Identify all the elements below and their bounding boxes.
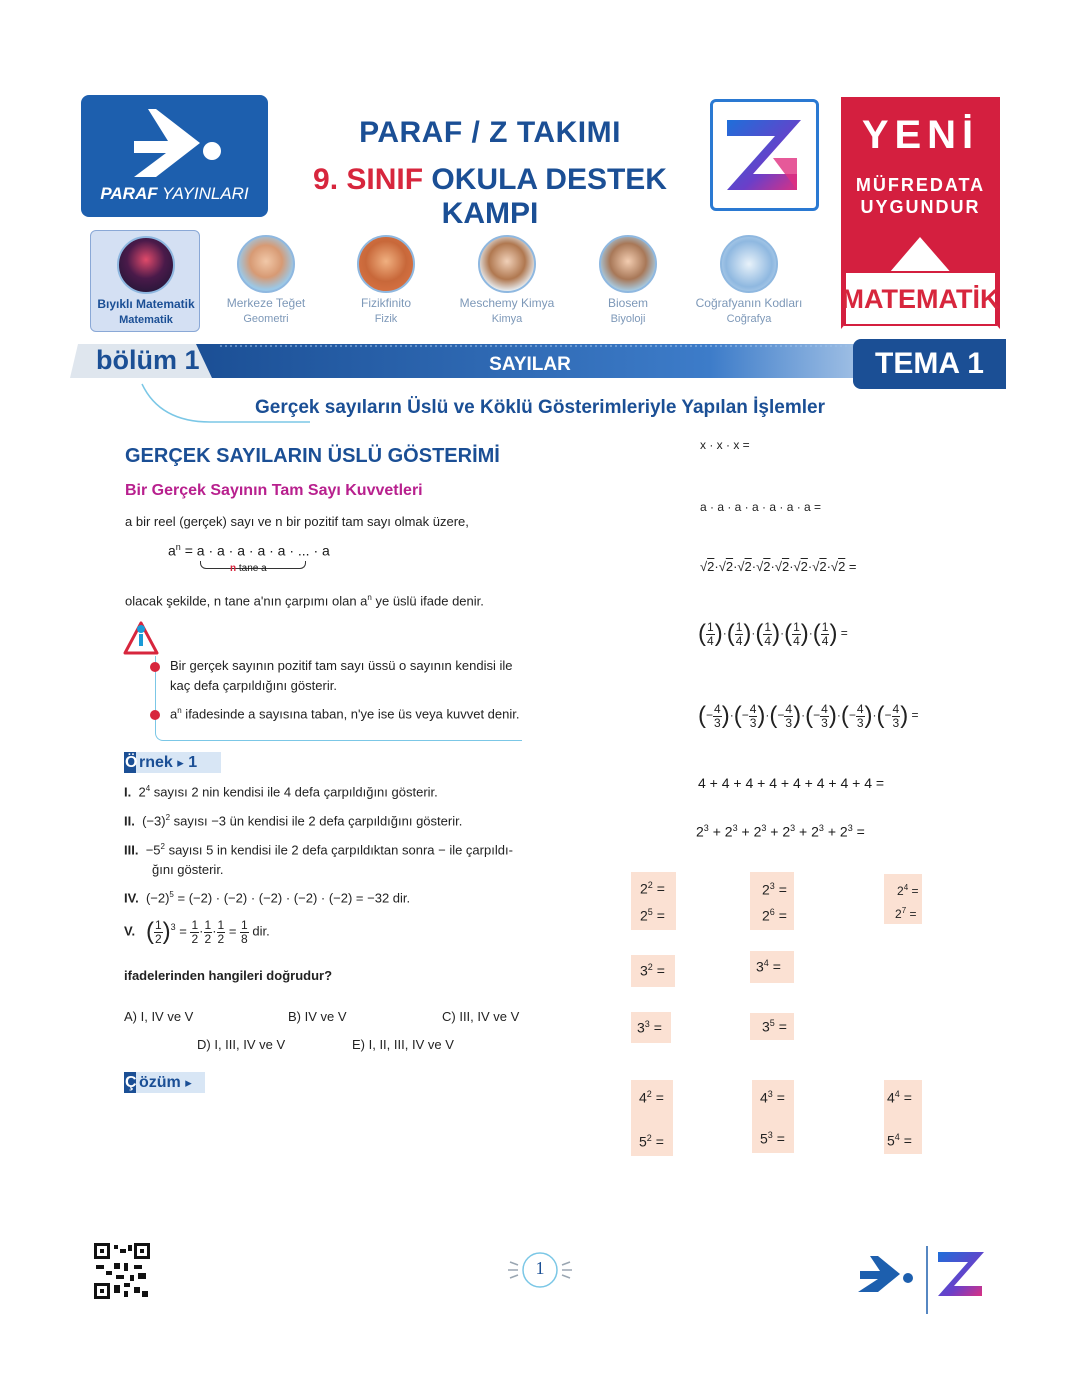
option-b[interactable]: B) IV ve V [288, 1009, 347, 1024]
avatar [478, 235, 536, 293]
teacher-subject: Geometri [243, 313, 289, 325]
logo-text: PARAF YAYINLARI [100, 184, 249, 203]
paraf-logo [81, 95, 268, 217]
teacher-name: Coğrafyanın Kodları [695, 296, 803, 310]
example-label: Ö rnek ▸ 1 [124, 752, 221, 773]
teacher-name: Merkeze Teğet [226, 296, 306, 310]
intro-text: a bir reel (gerçek) sayı ve n bir pozitif tam sayı olmak üzere, [125, 514, 469, 529]
teacher-subject: Biyoloji [610, 313, 646, 325]
z-letter-icon [713, 102, 816, 208]
warning-bullet-2: $a^n$ ifadesinde a sayısına taban, n'ye ise üs veya kuvvet denir. [150, 706, 530, 721]
teacher-subject: Fizik [374, 313, 398, 325]
section-title: SAYILAR [489, 354, 571, 375]
teacher-name: Biosem [607, 296, 648, 310]
teacher-merkeze-teget[interactable] [211, 230, 321, 332]
option-a[interactable]: A) I, IV ve V [124, 1009, 194, 1024]
power-cell-4: $4^2$ = $5^2$ = [631, 1080, 673, 1156]
expr-sum-powers: $2^3 + 2^3 + 2^3 + 2^3 + 2^3 + 2^3$ = [696, 823, 865, 840]
example-question: ifadelerinden hangileri doğrudur? [124, 968, 333, 983]
solution-label: Ç özüm ▸ [124, 1072, 205, 1093]
option-c[interactable]: C) III, IV ve V [442, 1009, 520, 1024]
power-cell-3b: $3^4$ = [750, 951, 794, 983]
example-item-5: V. ( $\frac{1}{2}$ )$^3$ = $\frac{1}{2}$ · $\frac{1}{2}$ · $\frac{1}{2}$ = $\frac{1}{8}$ dir. [124, 917, 270, 946]
expr-xxx: x · x · x = [700, 438, 750, 452]
teacher-name: Meschemy Kimya [459, 296, 555, 310]
expr-quarter: ( $\frac{1}{4}$ )·( $\frac{1}{4}$ )·( $\frac{1}{4}$ )·( $\frac{1}{4}$ )·( $\frac{1}{4}$ ) = [698, 619, 848, 648]
teacher-name: Bıyıklı Matematik [97, 297, 195, 311]
bullet-icon [150, 662, 160, 672]
expr-a-repeat: a · a · a · a · a · a · a = [700, 500, 822, 514]
avatar [599, 235, 657, 293]
teacher-subject: Kimya [491, 313, 523, 325]
avatar [237, 235, 295, 293]
option-e[interactable]: E) I, II, III, IV ve V [352, 1037, 454, 1052]
option-d[interactable]: D) I, III, IV ve V [197, 1037, 286, 1052]
teacher-meschemy-kimya[interactable] [452, 230, 562, 332]
warning-icon [123, 620, 159, 660]
teacher-biyikli-matematik[interactable] [90, 230, 200, 332]
power-cell-4c: $4^4$ = $5^4$ = [884, 1080, 922, 1154]
power-cell-4b: $4^3$ = $5^3$ = [752, 1080, 794, 1153]
lesson-subtitle: Gerçek sayıların Üslü ve Köklü Gösterimleriyle Yapılan İşlemler [255, 397, 825, 418]
ribbon-subject: MATEMATİK [841, 284, 1000, 314]
power-cell-3: $3^2$ = [631, 955, 675, 987]
bullet-icon [150, 710, 160, 720]
paraf-arrow-icon [126, 107, 226, 179]
avatar [357, 235, 415, 293]
power-cell-3c: $3^3$ = [631, 1012, 671, 1043]
example-item-3-cont: ğını gösterir. [152, 862, 224, 877]
page-subtitle: 9. SINIF OKULA DESTEK KAMPI [313, 163, 667, 230]
example-item-4: IV. $(-2)^5 = (-2) \cdot (-2) \cdot (-2) \cdot (-2) \cdot (-2) = -32$ dir. [124, 890, 411, 906]
avatar [117, 236, 175, 294]
content-heading: GERÇEK SAYILARIN ÜSLÜ GÖSTERİMİ [125, 445, 500, 467]
teacher-fizikfinito[interactable] [331, 230, 441, 332]
expr-sum-fours: 4 + 4 + 4 + 4 + 4 + 4 + 4 + 4 = [698, 775, 885, 791]
teacher-cografyanin-kodlari[interactable] [694, 230, 804, 332]
expr-sqrt2: √2·√2·√2·√2·√2·√2·√2·√2 = [700, 559, 857, 574]
teacher-subject: Coğrafya [726, 313, 772, 325]
page-number: 1 [535, 1258, 545, 1278]
example-item-2: II. $(-3)^2$ sayısı −3 ün kendisi ile 2 defa çarpıldığını gösterir. [124, 813, 463, 829]
ribbon-line-1: MÜFREDATA [855, 175, 986, 195]
content-subheading: Bir Gerçek Sayının Tam Sayı Kuvvetleri [125, 482, 423, 499]
teacher-subject: Matematik [119, 314, 173, 326]
formula-under-label: n tane a [230, 563, 267, 574]
z-logo [710, 99, 819, 211]
power-cell-2b: $2^3$ = $2^6$ = [750, 872, 794, 930]
tema-badge: TEMA 1 [853, 339, 1006, 389]
page-title: PARAF / Z TAKIMI [359, 116, 621, 149]
power-cell-2: $2^2$ = $2^5$ = [631, 872, 676, 930]
example-item-1: I. $2^4$ sayısı 2 nin kendisi ile 4 defa çarpıldığını gösterir. [124, 784, 438, 800]
qr-code-icon[interactable] [94, 1243, 150, 1299]
avatar [720, 235, 778, 293]
ribbon-title: YENİ [861, 113, 980, 157]
definition-text: olacak şekilde, n tane a'nın çarpımı olan $a^n$ ye üslü ifade denir. [125, 593, 484, 609]
ribbon-line-2: UYGUNDUR [860, 197, 981, 217]
teacher-name: Fizikfinito [360, 296, 411, 310]
teacher-biosem[interactable] [573, 230, 683, 332]
power-cell-3d: $3^5$ = [750, 1013, 794, 1040]
power-cell-2c: $2^4$ = $2^7$ = [884, 874, 922, 924]
example-item-3: III. $-5^2$ sayısı 5 in kendisi ile 2 defa çarpıldıktan sonra − ile çarpıldı- [124, 842, 513, 858]
warning-bullet-1: Bir gerçek sayının pozitif tam sayı üssü o sayının kendisi ile kaç defa çarpıldığını gösterir. [150, 656, 530, 696]
power-formula: $a^n = a \cdot a \cdot a \cdot a \cdot a$ · ... · a [168, 542, 330, 559]
expr-neg-four-thirds: (− $\frac{4}{3}$ )·(− $\frac{4}{3}$ )·(− $\frac{4}{3}$ )·(− $\frac{4}{3}$ )·(− $\frac{4}{3}$ )·(− $\frac{4}{3}$ ) = [698, 701, 919, 730]
bolum-label: bölüm 1 [96, 345, 200, 375]
footer-logos [856, 1246, 991, 1314]
